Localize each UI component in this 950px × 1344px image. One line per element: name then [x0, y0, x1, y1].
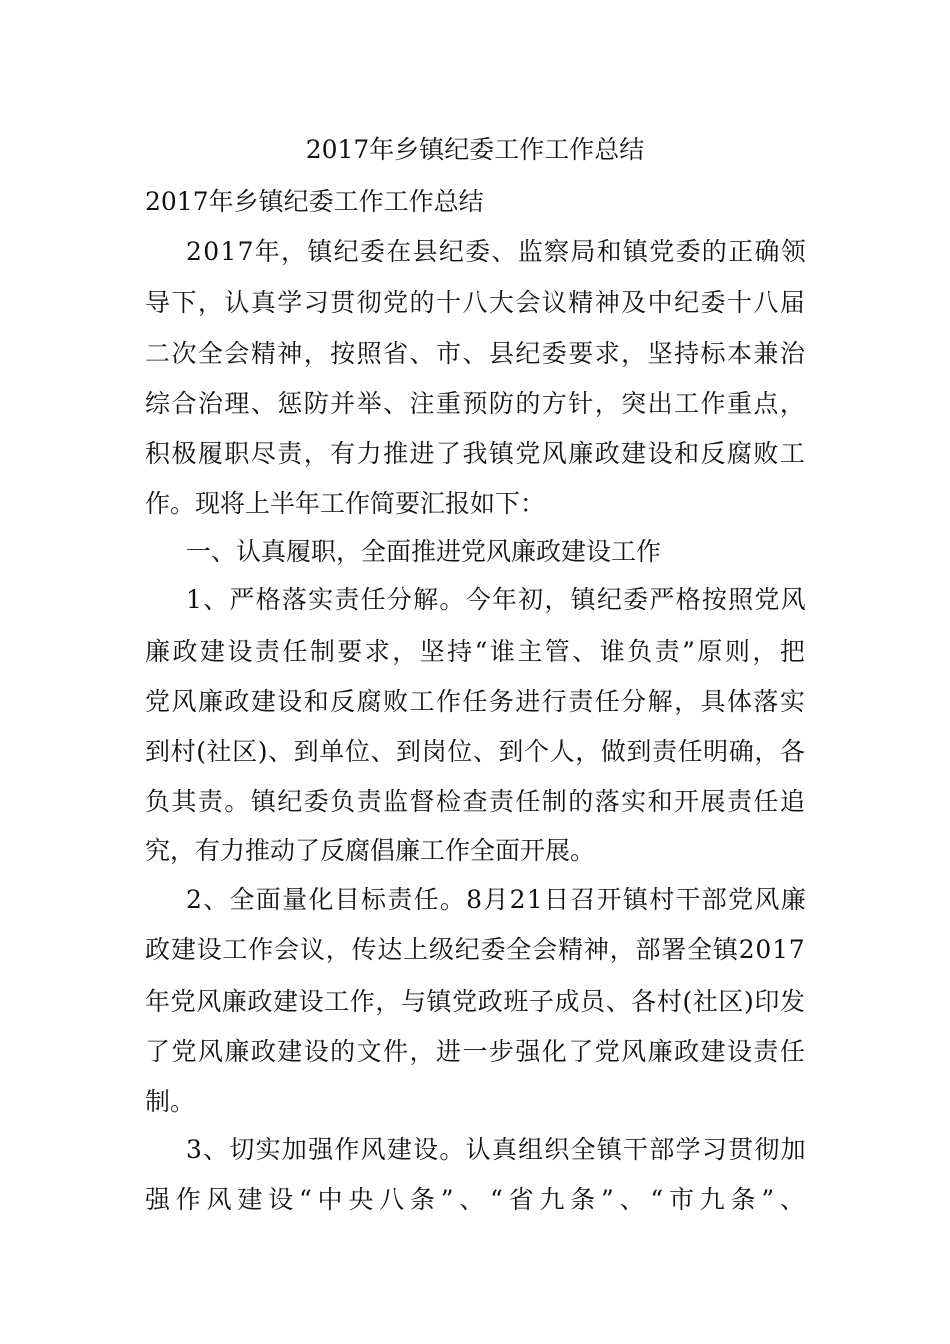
paragraph-line: 2 、 全 面 量 化 目 标 责 任 。 8 月 2 1 日 召 开 镇 村 干 部 党 风 廉 [186, 885, 806, 914]
subtitle-line: 2017年乡镇纪委工作工作总结 [145, 187, 484, 216]
paragraph-line: 1 、 严 格 落 实 责 任 分 解 。 今 年 初 ， 镇 纪 委 严 格 按 照 党 风 [186, 585, 806, 614]
paragraph-line: 究，有力推动了反腐倡廉工作全面开展。 [145, 836, 596, 865]
paragraph-line: 导 下 ， 认 真 学 习 贯 彻 党 的 十 八 大 会 议 精 神 及 中 纪 委 十 八 届 [145, 288, 805, 317]
paragraph-line: 了 党 风 廉 政 建 设 的 文 件 ， 进 一 步 强 化 了 党 风 廉 政 建 设 责 任 [145, 1037, 805, 1066]
paragraph-line: 年 党 风 廉 政 建 设 工 作 ， 与 镇 党 政 班 子 成 员 、 各 村 ( 社 区 ) 印 发 [145, 987, 805, 1016]
paragraph-line: 综 合 治 理 、 惩 防 并 举 、 注 重 预 防 的 方 针 ， 突 出 工 作 重 点 ， [145, 389, 805, 418]
paragraph-line: 制。 [145, 1087, 196, 1116]
paragraph-line: 2 0 1 7 年 ， 镇 纪 委 在 县 纪 委 、 监 察 局 和 镇 党 委 的 正 确 领 [186, 237, 806, 266]
paragraph-line: 二 次 全 会 精 神 ， 按 照 省 、 市 、 县 纪 委 要 求 ， 坚 持 标 本 兼 治 [145, 339, 805, 368]
paragraph-line: 廉 政 建 设 责 任 制 要 求 ， 坚 持 “ 谁 主 管 、 谁 负 责 ” 原 则 ， 把 [145, 637, 805, 666]
paragraph-line: 强 作 风 建 设 “ 中 央 八 条 ” 、 “ 省 九 条 ” 、 “ 市 九 条 ” 、 [145, 1185, 805, 1214]
paragraph-line: 党 风 廉 政 建 设 和 反 腐 败 工 作 任 务 进 行 责 任 分 解 ， 具 体 落 实 [145, 687, 805, 716]
paragraph-line: 积 极 履 职 尽 责 ， 有 力 推 进 了 我 镇 党 风 廉 政 建 设 和 反 腐 败 工 [145, 439, 805, 468]
paragraph-line: 政 建 设 工 作 会 议 ， 传 达 上 级 纪 委 全 会 精 神 ， 部 署 全 镇 2 0 1 7 [145, 935, 805, 964]
section-heading: 一、认真履职，全面推进党风廉政建设工作 [186, 537, 662, 566]
paragraph-line: 负 其 责 。 镇 纪 委 负 责 监 督 检 查 责 任 制 的 落 实 和 开 展 责 任 追 [145, 787, 805, 816]
paragraph-line: 到 村 ( 社 区 ) 、 到 单 位 、 到 岗 位 、 到 个 人 ， 做 到 责 任 明 确 ， 各 [145, 737, 805, 766]
document-title: 2017年乡镇纪委工作工作总结 [305, 135, 645, 164]
paragraph-line: 作。现将上半年工作简要汇报如下： [145, 489, 546, 518]
paragraph-line: 3 、 切 实 加 强 作 风 建 设 。 认 真 组 织 全 镇 干 部 学 习 贯 彻 加 [186, 1135, 806, 1164]
